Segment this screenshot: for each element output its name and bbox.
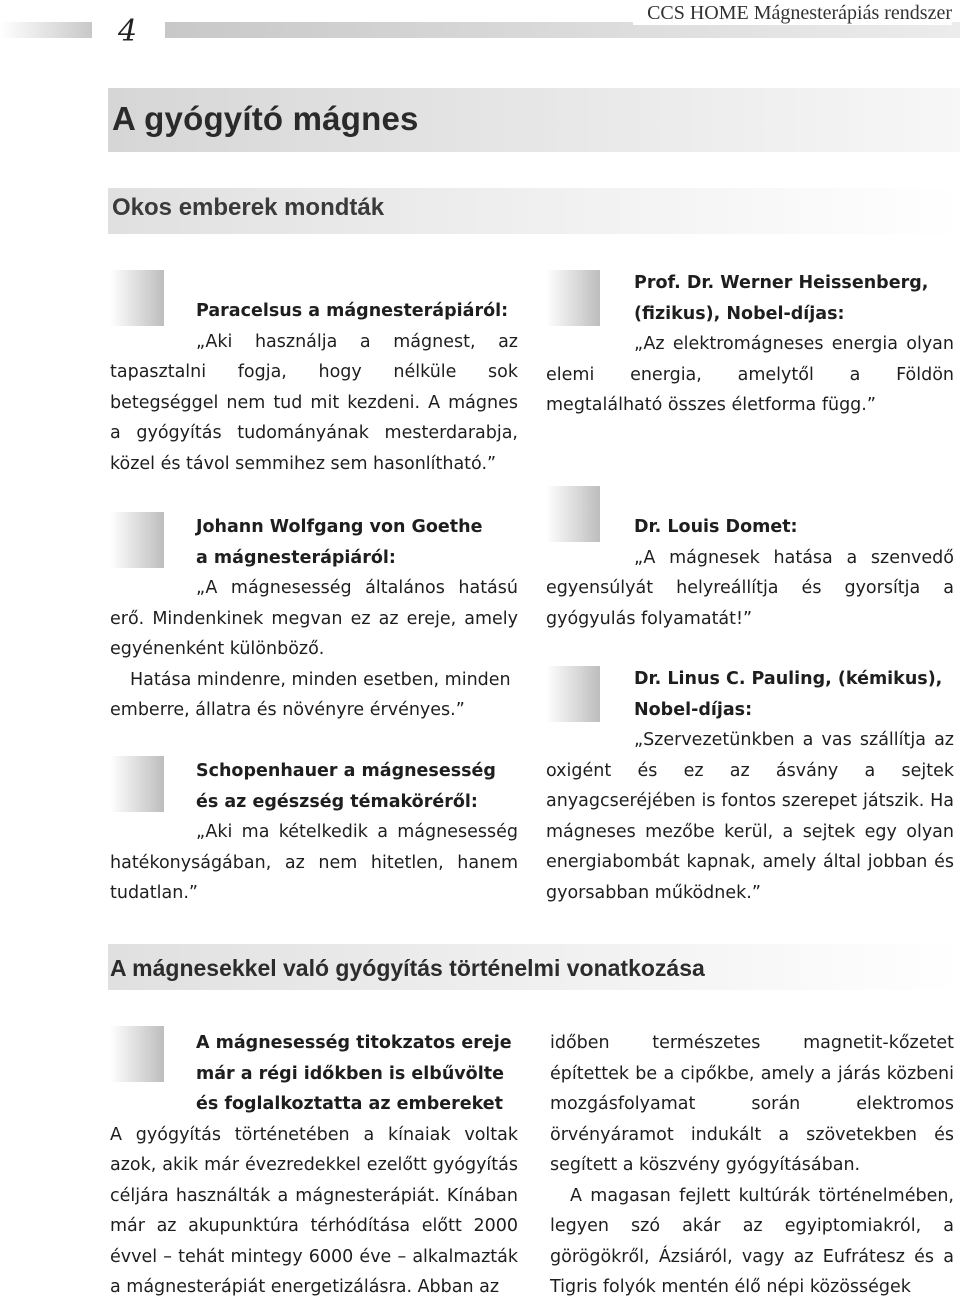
quote-text: „A mágnesesség általános hatású erő. Mindenkinek megvan ez az ereje, amely egyénenként különböző. (110, 578, 518, 659)
quote-heading: Schopenhauer a mágnesesség (196, 761, 496, 781)
quote-pauling (546, 664, 954, 908)
quote-heissenberg (546, 268, 954, 421)
history-right-text: időben természetes magnetit-kőzetet építettek be a cipőkbe, amely a járás közbeni mozgásfolyamat során elektromos örvényáramot indukált a szövetekben és segített a köszvény gyógyításában. (550, 1033, 954, 1175)
quote-paracelsus (110, 296, 518, 479)
quote-text: „Az elektromágneses energia olyan elemi energia, amelytől a Földön megtalálható összes életforma függ.” (546, 334, 954, 415)
quote-text: „Szervezetünkben a vas szállítja az oxigént és ez az ásvány a sejtek anyagcseréjében is fontos szerepet játszik. Ha mágneses mezőbe kerül, a sejtek egy olyan energiabombát kapnak, amely által jobban és gyorsabban működnek.” (546, 730, 954, 903)
quote-text-continued: Hatása mindenre, minden esetben, minden emberre, állatra és növényre érvényes.” (110, 669, 511, 720)
quote-heading: Dr. Linus C. Pauling, (kémikus), (634, 669, 943, 689)
quote-heading: Prof. Dr. Werner Heissenberg, (634, 273, 929, 293)
history-left-column (110, 1028, 518, 1303)
header-decor-bar-left (0, 22, 92, 38)
quote-heading: Dr. Louis Domet: (634, 517, 798, 537)
quote-text: „A mágnesek hatása a szenvedő egyensúlyát helyreállítja és gyorsítja a gyógyulás folyamatát!” (546, 547, 954, 629)
quote-goethe (110, 512, 518, 726)
quote-heading-line-2: a mágnesterápiáról: (196, 547, 396, 568)
quote-text: „Aki ma kételkedik a mágnesesség hatékonyságában, az nem hitetlen, hanem tudatlan.” (110, 822, 518, 903)
running-title: CCS HOME Mágnesterápiás rendszer (633, 2, 952, 25)
page-title: A gyógyító mágnes (112, 100, 419, 137)
history-left-text: A gyógyítás történetében a kínaiak voltak azok, akik már évezredekkel ezelőtt gyógyítás céljára használták a mágnesterápiát. Kínában már az akupunktúra térhódítása előtt 2000 évvel – tehát mintegy 6000 éve – alkalmazták a mágnesterápiát energetizálásra. Abban az (110, 1124, 518, 1297)
history-right-column (550, 1028, 954, 1303)
quote-heading-line-2: és az egészség témaköréről: (196, 791, 478, 812)
history-subheading-line-1: A mágnesesség titokzatos ereje (196, 1033, 512, 1053)
history-subheading-line-3: és foglalkoztatta az embereket (196, 1094, 504, 1114)
quote-schopenhauer (110, 756, 518, 909)
page-number: 4 (118, 14, 138, 49)
history-subheading-line-2: már a régi időkben is elbűvölte (196, 1063, 504, 1084)
quote-text: „Aki használja a mágnest, az tapasztalni fogja, hogy nélküle sok betegséggel nem tud mit kezdeni. A mágnes a gyógyítás tudományának mesterdarabja, közel és távol semmihez sem hasonlítható.” (110, 331, 518, 474)
quote-heading: Johann Wolfgang von Goethe (196, 517, 483, 537)
section-title-2: A mágnesekkel való gyógyítás történelmi vonatkozása (110, 955, 705, 981)
history-right-text-2: A magasan fejlett kultúrák történelmében, legyen szó akár az egyiptomiakról, a görögökről, Ázsiáról, vagy az Eufrátesz és a Tigris folyók mentén élő népi közösségek (550, 1185, 954, 1297)
quote-heading: Paracelsus a mágnesterápiáról: (196, 301, 509, 321)
quote-domet (546, 512, 954, 634)
section-title-1: Okos emberek mondták (112, 194, 385, 221)
quote-heading-line-2: (fizikus), Nobel-díjas: (634, 303, 845, 324)
quote-heading-line-2: Nobel-díjas: (634, 699, 753, 720)
